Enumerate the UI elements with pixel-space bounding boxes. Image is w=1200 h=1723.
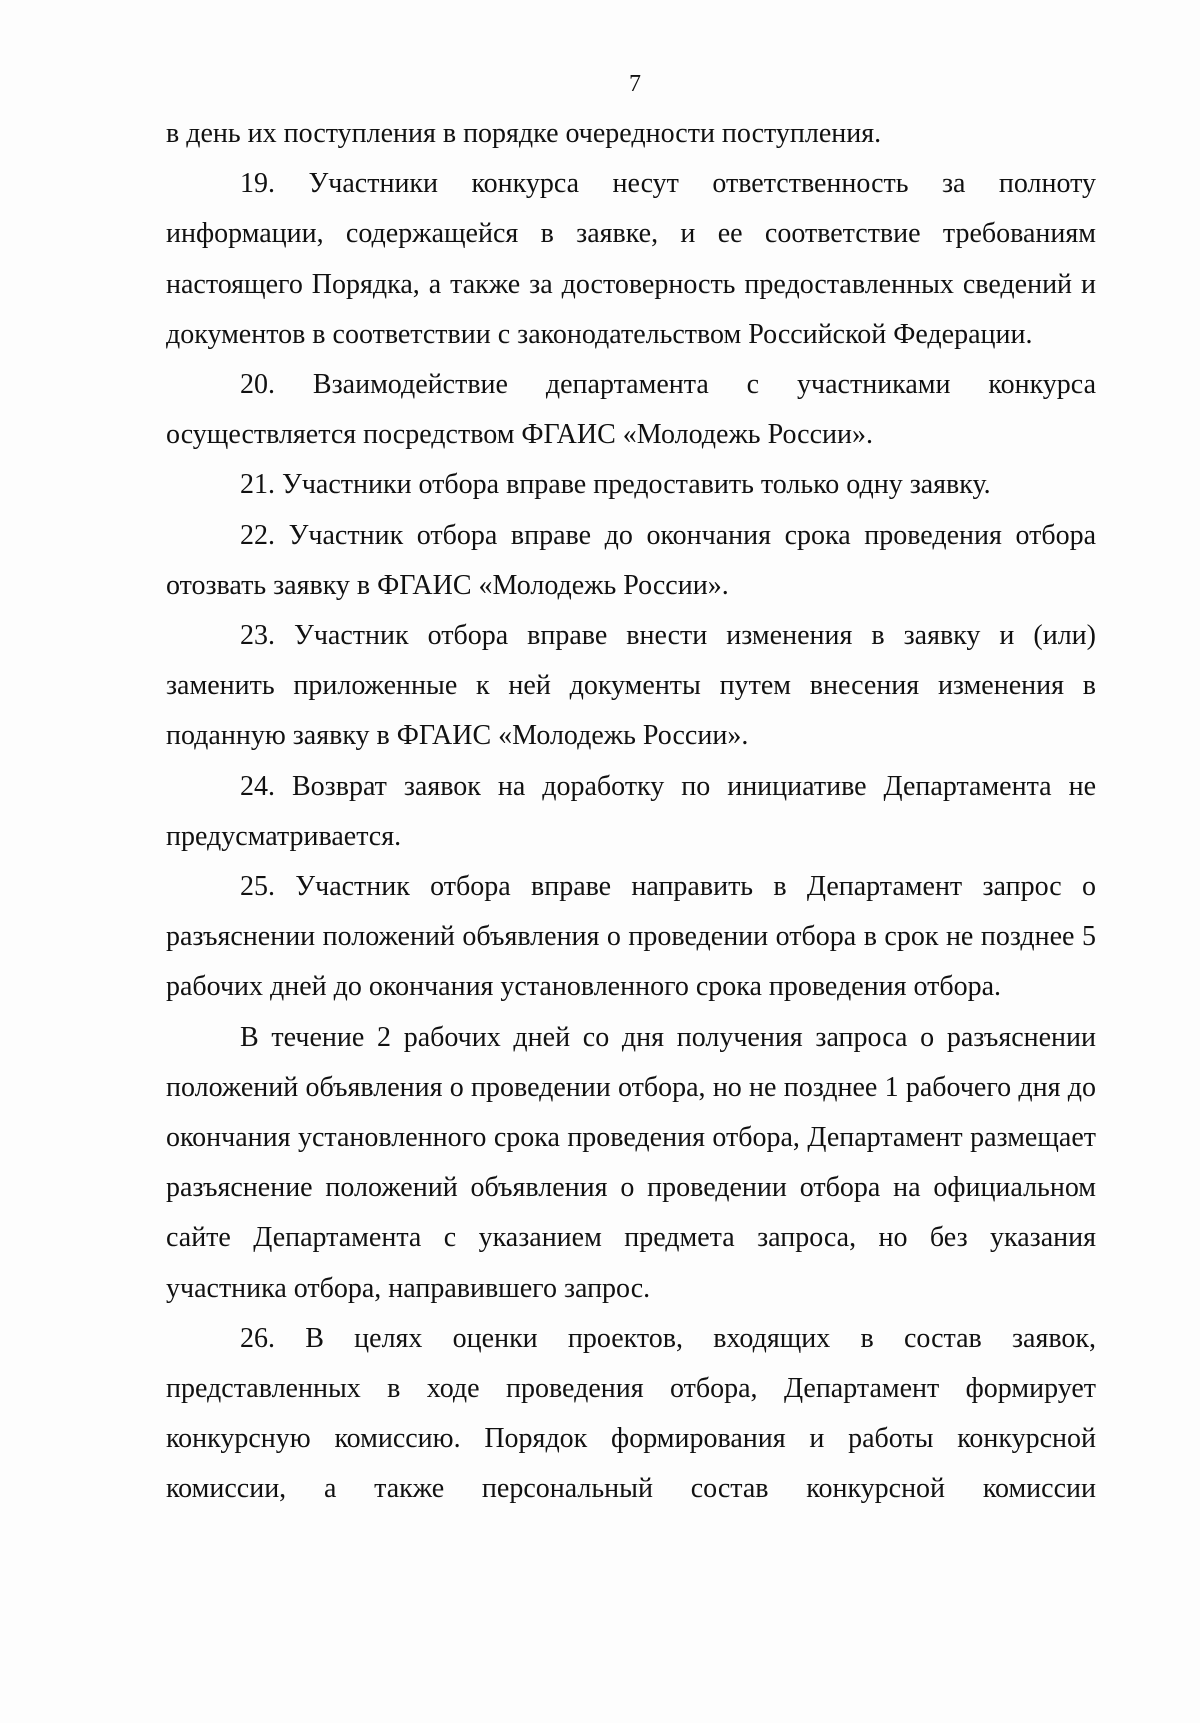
paragraph-25: 25. Участник отбора вправе направить в Департамент запрос о разъяснении положений объявления о проведении отбора в срок не позднее 5 рабочих дней до окончания установленного срока проведения отбора. <box>166 871 1096 1003</box>
paragraph-19: 19. Участники конкурса несут ответственность за полноту информации, содержащейся в заявке, и ее соответствие требованиям настоящего Порядка, а также за достоверность предоставленных сведений и документов в соответствии с законодательством Российской Федерации. <box>166 168 1096 350</box>
page-number: 7 <box>629 71 641 97</box>
paragraph-25-clarification: В течение 2 рабочих дней со дня получения запроса о разъяснении положений объявления о проведении отбора, но не позднее 1 рабочего дня до окончания установленного срока проведения отбора, Департамент размещает разъяснение положений объявления о проведении отбора на официальном сайте Департамента с указанием предмета запроса, но без указания участника отбора, направившего запрос. <box>166 1021 1096 1304</box>
paragraph-21: 21. Участники отбора вправе предоставить только одну заявку. <box>240 469 991 501</box>
document-body <box>166 109 1096 1515</box>
paragraph-20: 20. Взаимодействие департамента с участниками конкурса осуществляется посредством ФГАИС «Молодежь России». <box>166 369 1096 451</box>
paragraph-23: 23. Участник отбора вправе внести изменения в заявку и (или) заменить приложенные к ней документы путем внесения изменения в поданную заявку в ФГАИС «Молодежь России». <box>166 620 1096 752</box>
paragraph-continuation: в день их поступления в порядке очередности поступления. <box>166 118 882 149</box>
paragraph-22: 22. Участник отбора вправе до окончания срока проведения отбора отозвать заявку в ФГАИС «Молодежь России». <box>166 519 1096 601</box>
paragraph-26: 26. В целях оценки проектов, входящих в состав заявок, представленных в ходе проведения отбора, Департамент формирует конкурсную комиссию. Порядок формирования и работы конкурсной комиссии, а также персональный состав конкурсной комиссии <box>166 1322 1096 1505</box>
paragraph-24: 24. Возврат заявок на доработку по инициативе Департамента не предусматривается. <box>166 770 1096 852</box>
